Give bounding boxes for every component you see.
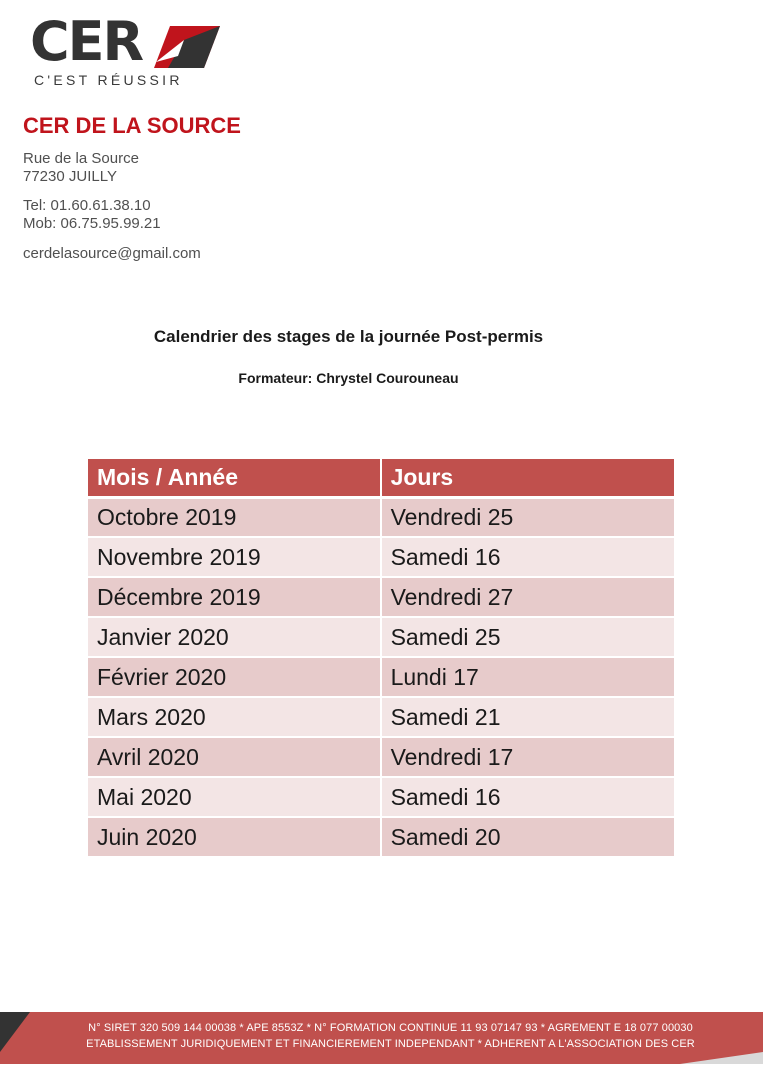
month-cell: Novembre 2019 (88, 537, 381, 577)
table-header-row (88, 459, 675, 497)
table-row (88, 697, 675, 737)
company-name: CER DE LA SOURCE (23, 113, 241, 138)
day-cell: Samedi 21 (381, 697, 675, 737)
month-cell: Mai 2020 (88, 777, 381, 817)
month-cell: Avril 2020 (88, 737, 381, 777)
footer-band (0, 1012, 763, 1064)
table-row (88, 817, 675, 857)
month-cell: Janvier 2020 (88, 617, 381, 657)
table-row (88, 737, 675, 777)
document-title: Calendrier des stages de la journée Post-permis (153, 327, 544, 346)
table-row (88, 657, 675, 697)
day-cell: Lundi 17 (381, 657, 675, 697)
table-row (88, 617, 675, 657)
header-days: Jours (381, 459, 675, 497)
company-street: Rue de la Source (23, 150, 139, 167)
company-tel: Tel: 01.60.61.38.10 (23, 197, 151, 214)
logo-tagline: C'EST RÉUSSIR (34, 72, 183, 88)
schedule-table (88, 459, 676, 858)
logo-stripe-icon (148, 26, 220, 68)
footer-legal-line: ETABLISSEMENT JURIDIQUEMENT ET FINANCIEREMENT INDEPENDANT * ADHERENT A L'ASSOCIATION DES CER (86, 1038, 695, 1050)
footer-registration-line: N° SIRET 320 509 144 00038 * APE 8553Z * N° FORMATION CONTINUE 11 93 07147 93 * AGREMENT E 18 077 00030 (88, 1022, 693, 1034)
table-row (88, 577, 675, 617)
day-cell: Vendredi 25 (381, 497, 675, 537)
month-cell: Octobre 2019 (88, 497, 381, 537)
month-cell: Mars 2020 (88, 697, 381, 737)
logo-brand-text: CER (30, 10, 143, 73)
document-subtitle: Formateur: Chrystel Courouneau (238, 370, 459, 386)
month-cell: Décembre 2019 (88, 577, 381, 617)
day-cell: Vendredi 17 (381, 737, 675, 777)
company-mob: Mob: 06.75.95.99.21 (23, 215, 161, 232)
company-email: cerdelasource@gmail.com (23, 245, 201, 262)
company-city: 77230 JUILLY (23, 168, 117, 185)
table-row (88, 537, 675, 577)
table-row (88, 777, 675, 817)
day-cell: Vendredi 27 (381, 577, 675, 617)
day-cell: Samedi 25 (381, 617, 675, 657)
day-cell: Samedi 20 (381, 817, 675, 857)
table-row (88, 497, 675, 537)
day-cell: Samedi 16 (381, 777, 675, 817)
day-cell: Samedi 16 (381, 537, 675, 577)
cer-logo (30, 10, 230, 90)
month-cell: Février 2020 (88, 657, 381, 697)
month-cell: Juin 2020 (88, 817, 381, 857)
header-month-year: Mois / Année (88, 459, 381, 497)
